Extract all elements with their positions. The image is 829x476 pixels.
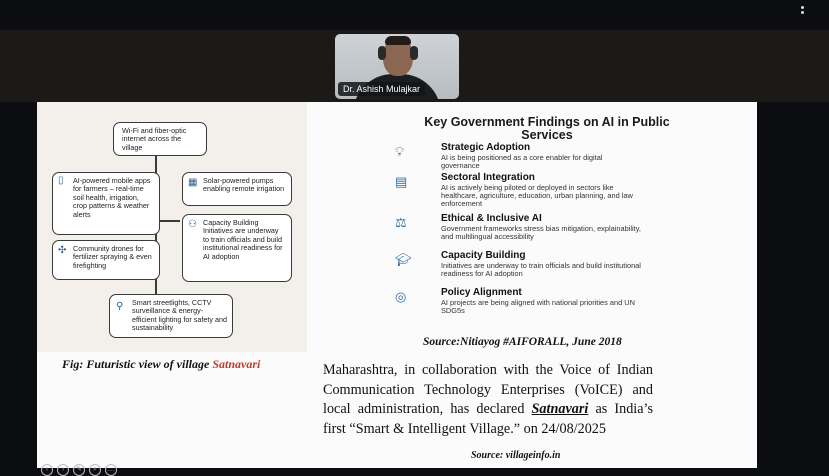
clipboard-icon: ▤ — [395, 174, 408, 189]
wifi-label: Wi-Fi and fiber-optic internet across the village — [122, 126, 187, 152]
finding-title: Ethical & Inclusive AI — [441, 213, 542, 224]
screen-share-margin-right — [757, 102, 829, 468]
more-icon[interactable]: … — [105, 464, 117, 476]
smartphone-icon: ▯ — [58, 175, 64, 186]
streetlights-box — [109, 294, 233, 338]
zoom-icon[interactable]: ⌕ — [89, 464, 101, 476]
graduation-cap-icon: 🎓︎ — [395, 252, 412, 267]
finding-title: Strategic Adoption — [441, 142, 531, 153]
target-icon: ◎ — [395, 289, 407, 304]
capacity-label: Capacity Building Initiatives are underway to train officials and build institutional readiness for AI adoption — [203, 218, 283, 261]
wifi-box — [113, 122, 207, 156]
apps-box — [52, 172, 160, 235]
paragraph-text: Maharashtra, in collaboration with the Voice of Indian Communication Technology Enterprises (VoICE) and local administration, has declared — [323, 362, 653, 418]
paragraph-text: as India’s first “Smart & Intelligent Village.” on 24/08/2025 — [323, 401, 653, 437]
participant-name-label: Dr. Ashish Mulajkar — [338, 82, 425, 96]
participant-hair — [385, 36, 411, 45]
announcement-paragraph — [323, 361, 653, 439]
top-bar — [0, 0, 829, 30]
shared-slide — [37, 102, 757, 473]
finding-title: Policy Alignment — [441, 287, 522, 298]
findings-infographic — [307, 102, 757, 328]
findings-source: Source:Nitiayog #AIFORALL, June 2018 — [423, 336, 622, 348]
finding-desc: AI projects are being aligned with national priorities and UN SDG5s — [441, 298, 635, 316]
screen-share-margin-left — [0, 102, 37, 468]
figure-caption-village: Satnavari — [212, 357, 261, 371]
drones-label: Community drones for fertilizer spraying & even firefighting — [73, 244, 152, 270]
finding-desc: Initiatives are underway to train officials and build institutional readiness for AI adoption — [441, 261, 641, 279]
finding-title: Capacity Building — [441, 250, 526, 261]
drone-icon: ✣ — [58, 245, 67, 256]
apps-label: AI-powered mobile apps for farmers – real-time soil health, irrigation, crop patterns & weather alerts — [73, 176, 151, 219]
drones-box — [52, 240, 160, 280]
next-icon[interactable]: › — [57, 464, 69, 476]
headset-icon — [378, 46, 386, 60]
findings-title: Key Government Findings on AI in Public Services — [424, 115, 670, 142]
capacity-box — [182, 214, 292, 282]
paragraph-source: Source: villageinfo.in — [471, 450, 561, 461]
figure-caption — [62, 357, 260, 372]
solar-box — [182, 172, 292, 206]
finding-desc: AI is being positioned as a core enabler for digital governance — [441, 153, 603, 171]
streetlights-label: Smart streetlights, CCTV surveillance & energy-efficient lighting for safety and sustainability — [132, 298, 227, 333]
participant-video-tile[interactable] — [335, 34, 459, 99]
people-icon: ⚇ — [188, 219, 197, 230]
solar-label: Solar-powered pumps enabling remote irrigation — [203, 176, 285, 194]
scales-icon: ⚖ — [395, 215, 407, 230]
finding-desc: AI is actively being piloted or deployed in sectors like healthcare, agriculture, education, urban planning, and law enforcement — [441, 183, 633, 209]
lightbulb-icon: 💡︎ — [395, 144, 405, 159]
figure-caption-prefix: Fig: Futuristic view of village — [62, 357, 213, 371]
pen-icon[interactable]: ✎ — [73, 464, 85, 476]
more-vertical-icon[interactable] — [795, 6, 809, 16]
streetlight-icon: ⚲ — [116, 301, 124, 312]
finding-title: Sectoral Integration — [441, 172, 535, 183]
slide-controls — [41, 458, 121, 476]
finding-desc: Government frameworks stress bias mitigation, explainability, and multilingual accessibility — [441, 224, 641, 242]
solar-panel-icon: ▦ — [188, 177, 198, 188]
village-diagram — [37, 102, 307, 352]
headset-icon — [410, 46, 418, 60]
paragraph-highlight: Satnavari — [531, 401, 589, 418]
previous-icon[interactable]: ‹ — [41, 464, 53, 476]
